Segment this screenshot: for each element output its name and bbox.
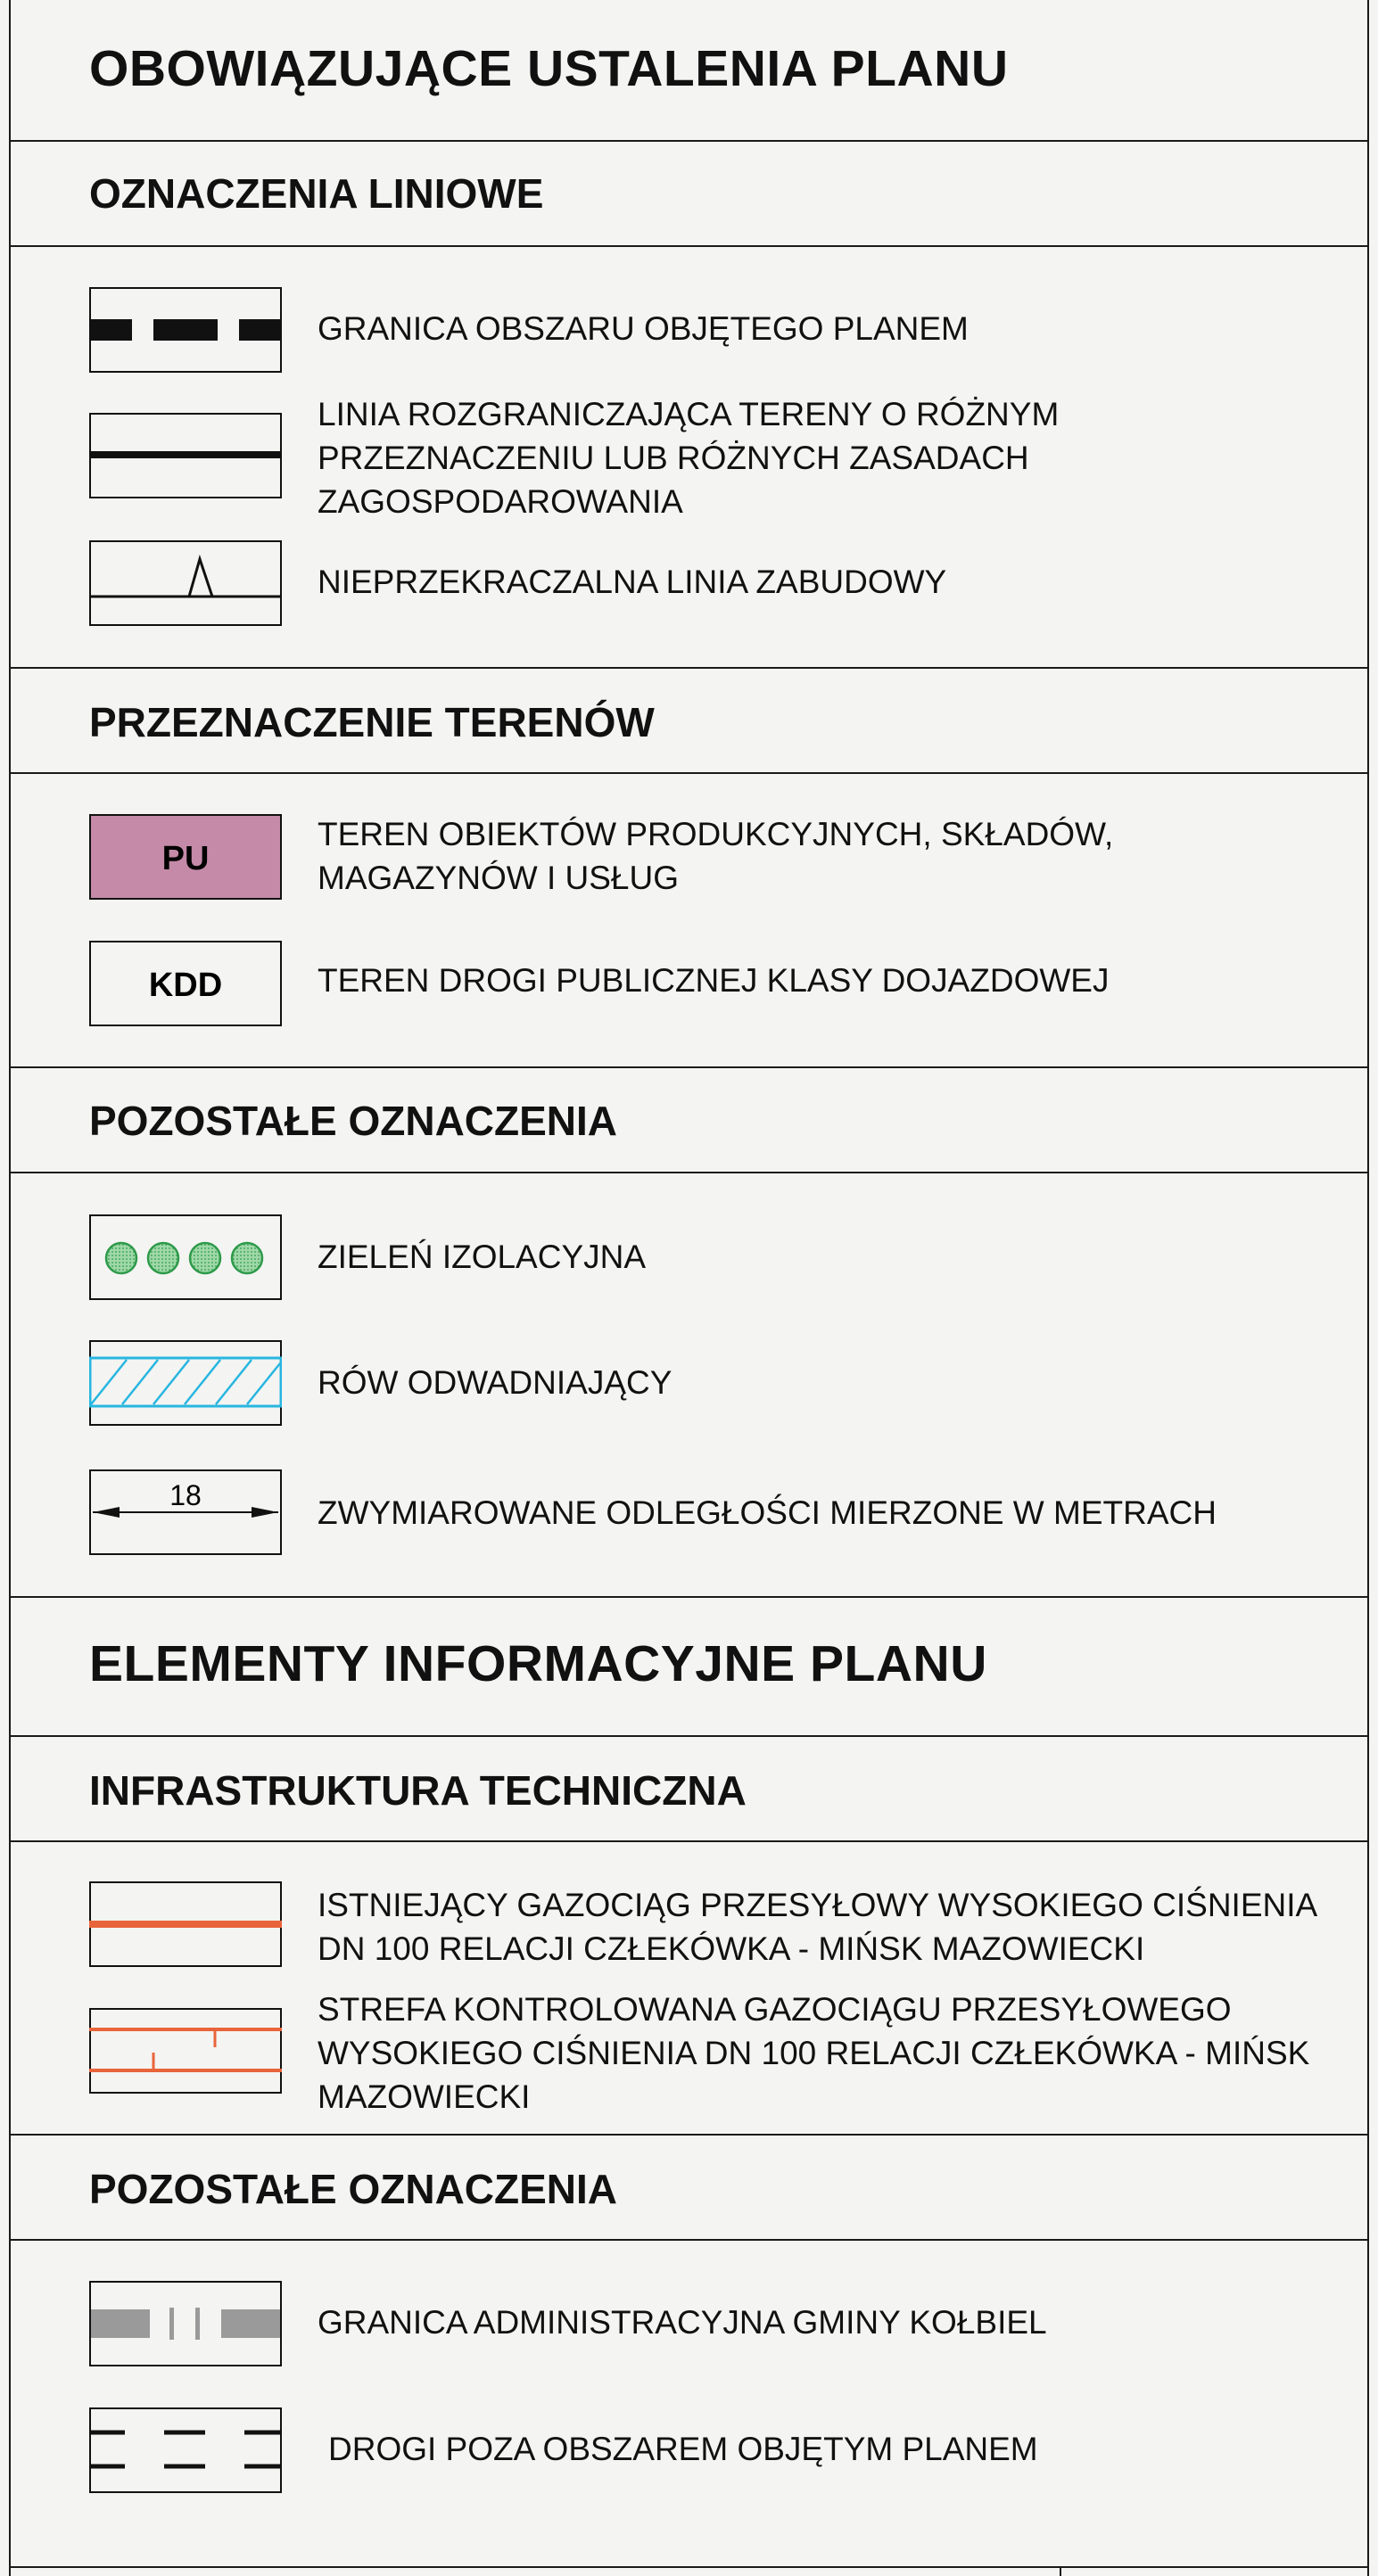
- dimension-value: 18: [169, 1479, 202, 1511]
- gas-zone-label: STREFA KONTROLOWANA GAZOCIĄGU PRZESYŁOWEGO WYSOKIEGO CIŚNIENIA DN 100 RELACJI CZŁEKÓWKA - MIŃSK MAZOWIECKI: [318, 1991, 1310, 2115]
- land-use-heading: PRZEZNACZENIE TERENÓW: [89, 699, 655, 745]
- divider: [9, 2239, 1369, 2241]
- admin-boundary-label: GRANICA ADMINISTRACYJNA GMINY KOŁBIEL: [318, 2304, 1047, 2341]
- divider: [9, 1066, 1369, 1068]
- building-line-symbol: [89, 540, 282, 626]
- other-info-markings-heading: POZOSTAŁE OZNACZENIA: [89, 2166, 618, 2212]
- dimension-symbol: [89, 1469, 282, 1555]
- drainage-ditch-symbol: [89, 1340, 282, 1426]
- pu-zone-symbol: [89, 814, 282, 900]
- plan-boundary-symbol: [89, 287, 282, 373]
- drainage-ditch-label: RÓW ODWADNIAJĄCY: [318, 1364, 672, 1401]
- gas-zone-symbol: [89, 2008, 282, 2094]
- admin-boundary-symbol: [89, 2281, 282, 2366]
- gas-pipeline-label: ISTNIEJĄCY GAZOCIĄG PRZESYŁOWY WYSOKIEGO CIŚNIENIA DN 100 RELACJI CZŁEKÓWKA - MIŃSK MAZOWIECKI: [318, 1887, 1318, 1967]
- divider: [9, 2566, 1369, 2568]
- building-line-label: NIEPRZEKRACZALNA LINIA ZABUDOWY: [318, 564, 947, 600]
- kdd-zone-label: TEREN DROGI PUBLICZNEJ KLASY DOJAZDOWEJ: [318, 962, 1110, 999]
- kdd-code: KDD: [148, 967, 223, 1004]
- kdd-zone-symbol: [89, 941, 282, 1026]
- dimension-label: ZWYMIAROWANE ODLEGŁOŚCI MIERZONE W METRACH: [318, 1494, 1217, 1531]
- divider: [9, 1172, 1369, 1173]
- divider: [9, 1840, 1369, 1842]
- divider: [9, 667, 1369, 669]
- infrastructure-heading: INFRASTRUKTURA TECHNICZNA: [89, 1767, 747, 1814]
- informational-elements-title: ELEMENTY INFORMACYJNE PLANU: [89, 1635, 987, 1692]
- divider: [9, 140, 1369, 142]
- divider: [9, 772, 1369, 774]
- plan-boundary-label: GRANICA OBSZARU OBJĘTEGO PLANEM: [318, 310, 969, 347]
- divider: [9, 245, 1369, 247]
- other-markings-heading: POZOSTAŁE OZNACZENIA: [89, 1098, 618, 1144]
- pu-zone-label: TEREN OBIEKTÓW PRODUKCYJNYCH, SKŁADÓW, MAGAZYNÓW I USŁUG: [318, 816, 1114, 896]
- demarcation-line-label: LINIA ROZGRANICZAJĄCA TERENY O RÓŻNYM PRZEZNACZENIU LUB RÓŻNYCH ZASADACH ZAGOSPODAROWANIA: [318, 396, 1060, 520]
- pu-code: PU: [161, 840, 210, 877]
- bottom-divider-tick: [1060, 2566, 1061, 2576]
- binding-provisions-title: OBOWIĄZUJĄCE USTALENIA PLANU: [89, 40, 1009, 97]
- demarcation-line-symbol: [89, 413, 282, 498]
- gas-pipeline-symbol: [89, 1881, 282, 1967]
- linear-markings-heading: OZNACZENIA LINIOWE: [89, 170, 544, 217]
- green-buffer-label: ZIELEŃ IZOLACYJNA: [318, 1239, 647, 1275]
- roads-outside-symbol: [89, 2407, 282, 2493]
- divider: [9, 2134, 1369, 2136]
- green-buffer-symbol: [89, 1214, 282, 1300]
- divider: [9, 1596, 1369, 1598]
- divider: [9, 1735, 1369, 1737]
- roads-outside-label: DROGI POZA OBSZAREM OBJĘTYM PLANEM: [328, 2431, 1038, 2467]
